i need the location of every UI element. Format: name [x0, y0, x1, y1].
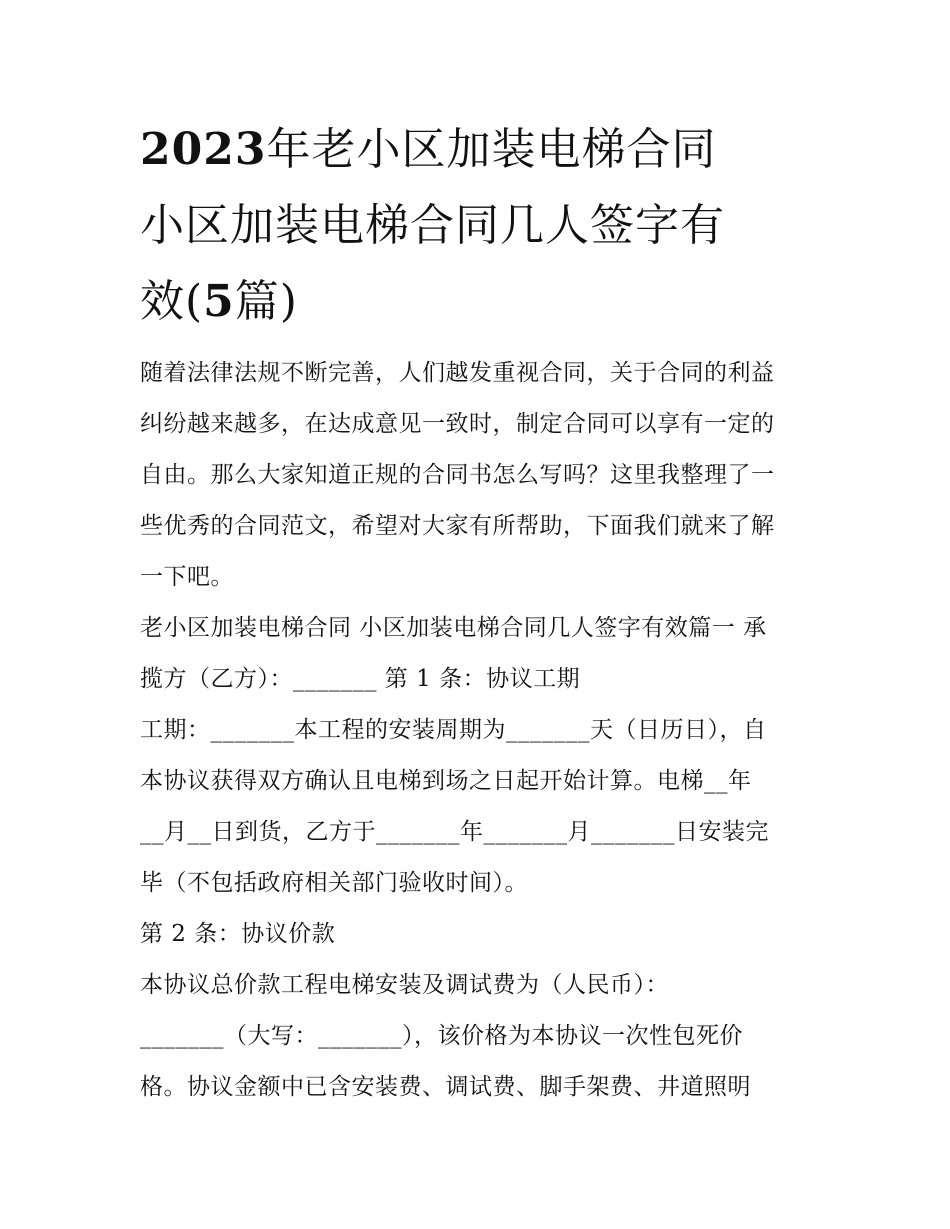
contract-heading-paragraph [140, 603, 820, 705]
title-count: 5 [203, 276, 235, 327]
title-line-2: 小区加装电梯合同几人签字有 [140, 200, 725, 251]
title-line-1 [140, 112, 820, 188]
text-line: 第 2 条：协议价款 [140, 921, 336, 947]
schedule-paragraph [140, 705, 820, 909]
title-line-1-text: 年老小区加装电梯合同 [266, 124, 717, 175]
document-page [140, 112, 820, 1113]
text-line: 本协议总价款工程电梯安装及调试费为（人民币）： [140, 972, 669, 998]
title-line-3-text-b: 篇) [234, 276, 298, 327]
title-line-3-text-a: 效( [140, 276, 204, 327]
text-line: __月__日到货，乙方于_______年_______月_______日安装完 [140, 819, 769, 845]
price-paragraph [140, 960, 820, 1113]
text-line: 工期：_______本工程的安装周期为_______天（日历日），自 [140, 717, 767, 743]
text-line: _______（大写：_______），该价格为本协议一次性包死价 [140, 1023, 743, 1049]
title-year: 2023 [140, 124, 267, 175]
document-body [140, 348, 820, 1113]
title-line-3 [140, 264, 820, 340]
text-line: 老小区加装电梯合同 小区加装电梯合同几人签字有效篇一 承 [140, 615, 767, 641]
text-line: 些优秀的合同范文，希望对大家有所帮助，下面我们就来了解 [140, 513, 775, 539]
text-line: 自由。那么大家知道正规的合同书怎么写吗？这里我整理了一 [140, 462, 775, 488]
text-line: 揽方（乙方）：_______ 第 1 条：协议工期 [140, 666, 581, 692]
text-line: 纠纷越来越多，在达成意见一致时，制定合同可以享有一定的 [140, 411, 775, 437]
text-line: 随着法律法规不断完善，人们越发重视合同，关于合同的利益 [140, 360, 775, 386]
text-line: 本协议获得双方确认且电梯到场之日起开始计算。电梯__年 [140, 768, 752, 794]
text-line: 一下吧。 [140, 564, 234, 590]
document-title [140, 112, 820, 340]
article-2-heading [140, 909, 820, 960]
text-line: 格。协议金额中已含安装费、调试费、脚手架费、井道照明 [140, 1074, 751, 1100]
text-line: 毕（不包括政府相关部门验收时间）。 [140, 870, 528, 896]
intro-paragraph [140, 348, 820, 603]
